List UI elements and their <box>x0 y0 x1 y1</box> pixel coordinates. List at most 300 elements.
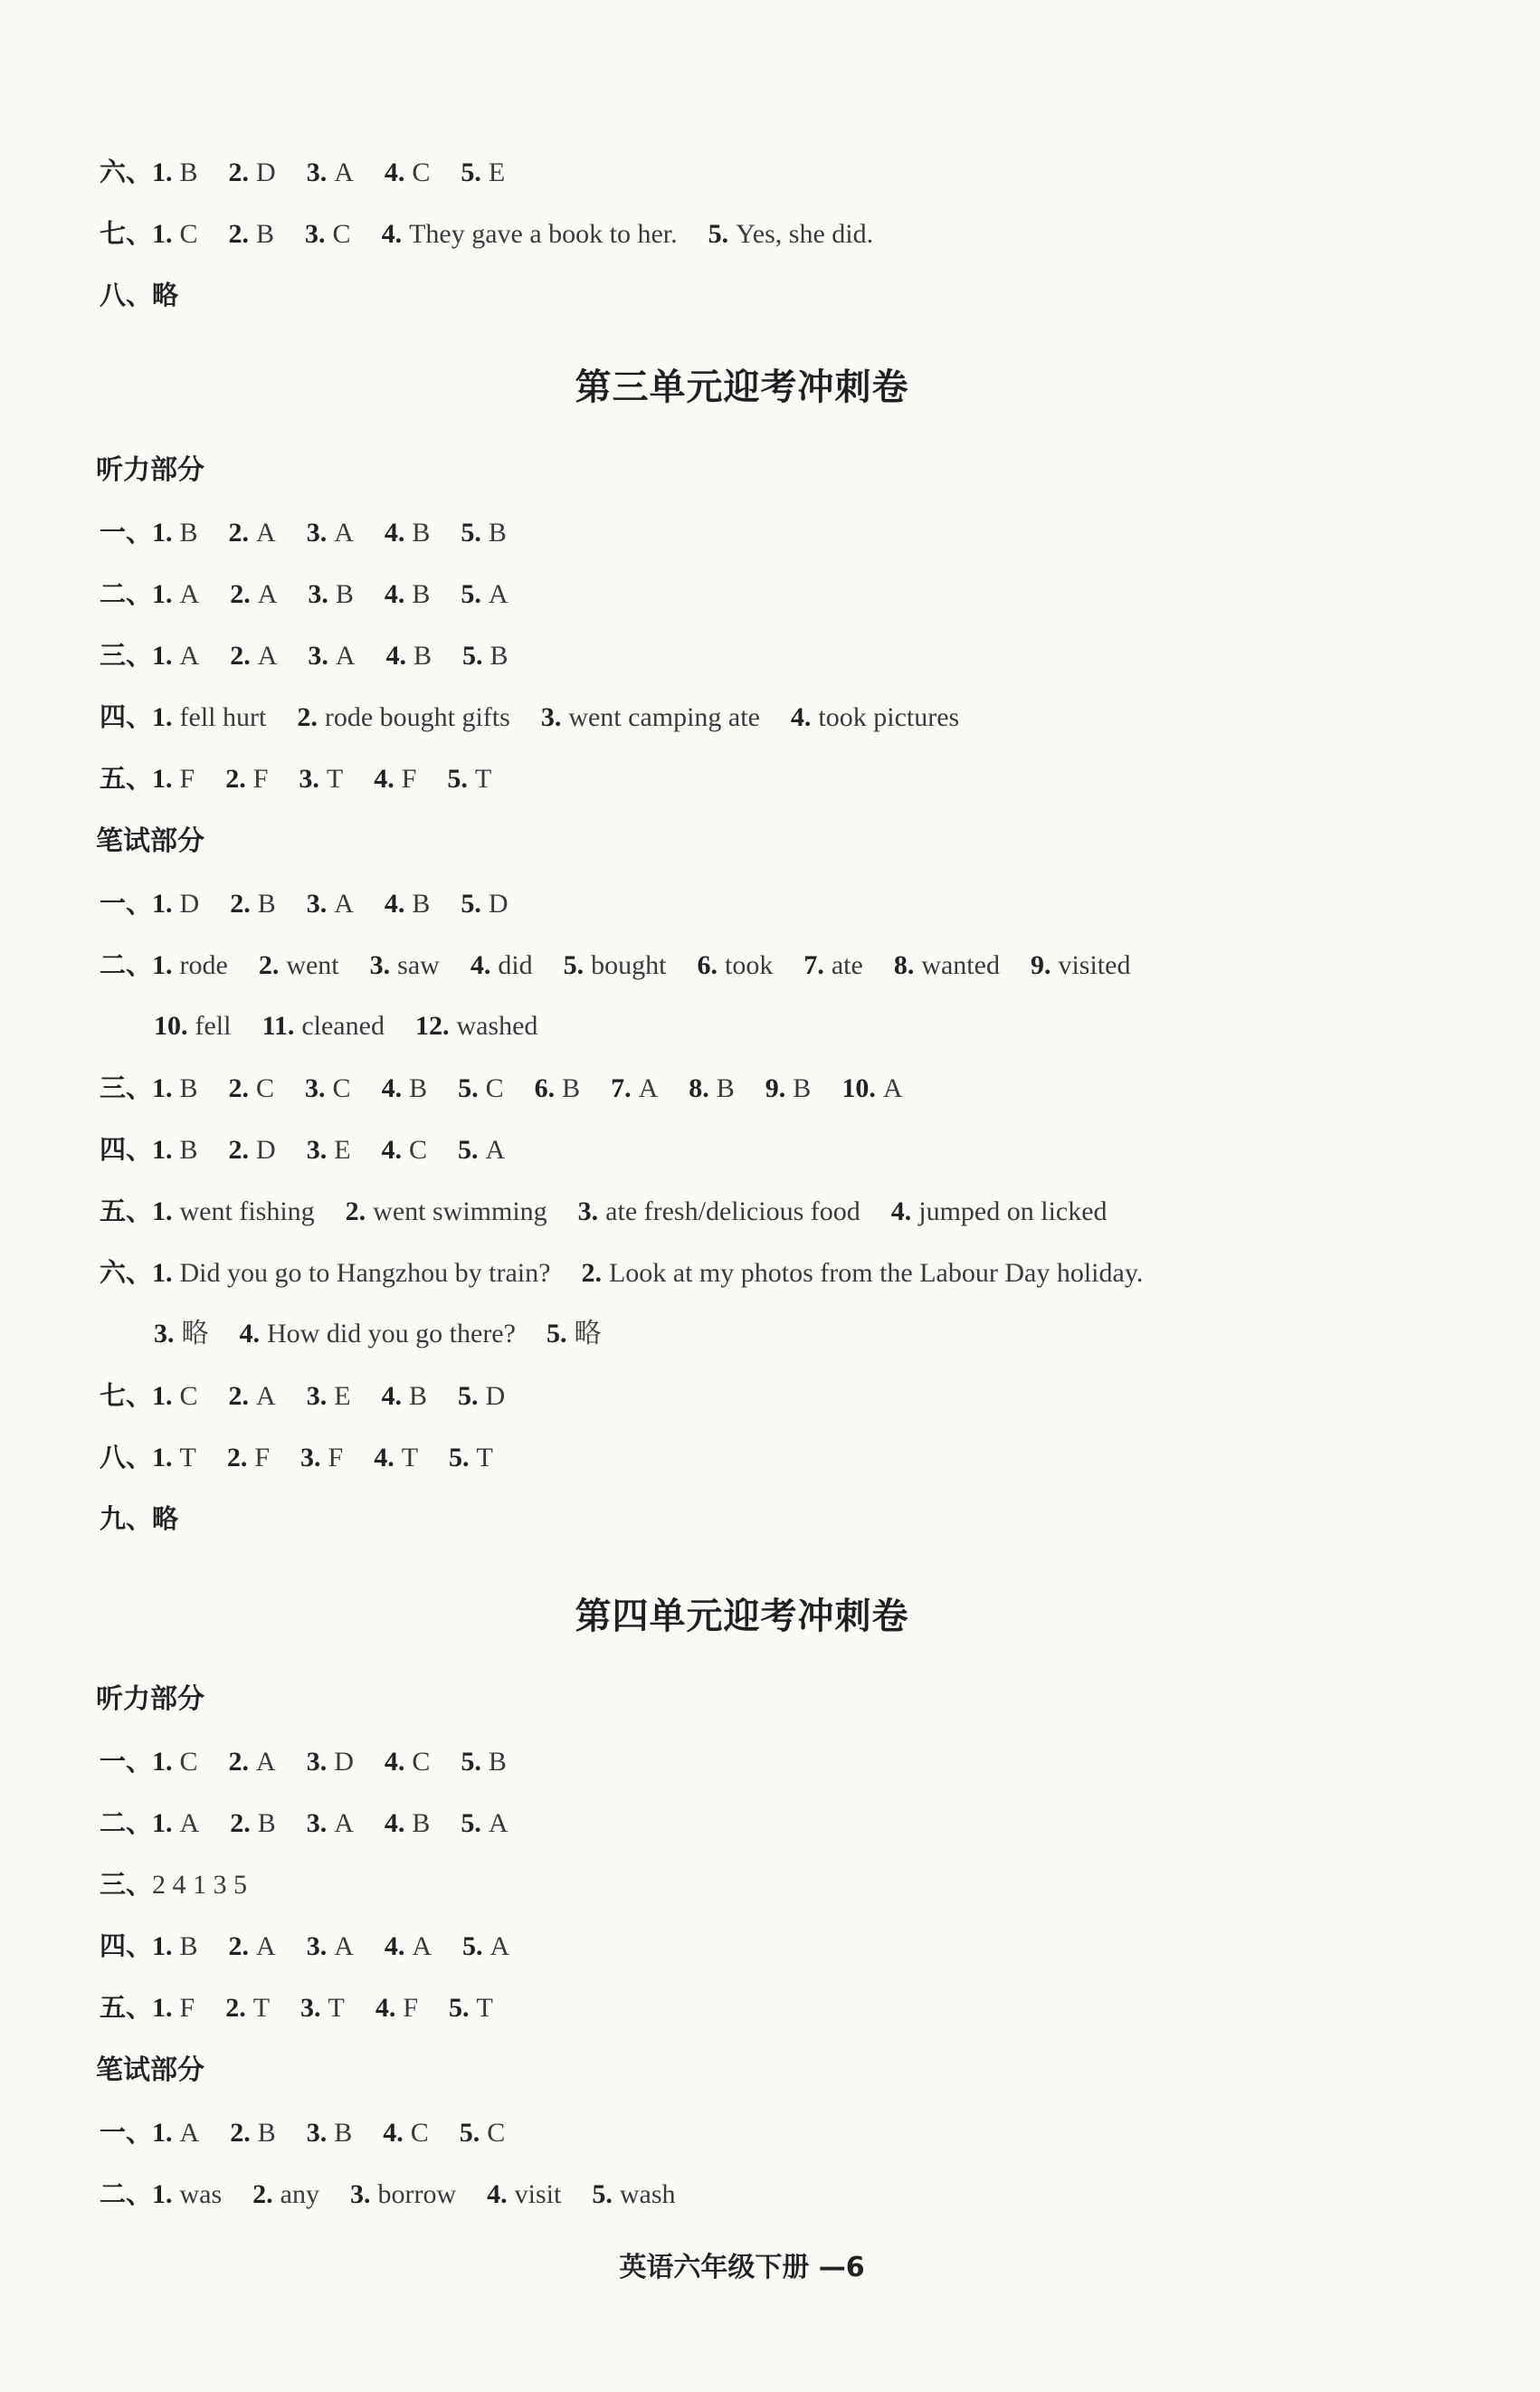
answer-row <box>100 576 539 613</box>
answer-text: C <box>332 1073 351 1103</box>
answer-item <box>152 1808 199 1838</box>
answer-item <box>152 219 198 249</box>
question-number: 3. <box>369 950 391 980</box>
answer-text: F <box>179 764 195 794</box>
answer-item <box>152 1443 196 1472</box>
section-label: 七、 <box>100 218 153 249</box>
question-number: 5. <box>461 579 481 609</box>
question-number: 1. <box>152 764 173 794</box>
answer-item <box>229 518 276 548</box>
answer-item <box>261 1011 384 1041</box>
answer-text: any <box>280 2179 319 2209</box>
question-number: 9. <box>1030 950 1051 980</box>
answer-item <box>383 2118 429 2148</box>
question-number: 5. <box>708 219 729 249</box>
answer-item <box>252 2179 319 2209</box>
answer-text: wash <box>619 2179 676 2209</box>
answer-item <box>541 702 760 732</box>
question-number: 3. <box>308 579 328 609</box>
answer-item <box>152 1870 247 1900</box>
question-number: 2. <box>228 219 250 249</box>
answer-item <box>152 1993 195 2023</box>
answer-text: A <box>256 518 276 548</box>
section-label: 五、 <box>100 1992 153 2023</box>
question-number: 5. <box>546 1319 567 1348</box>
answer-text: A <box>334 518 354 548</box>
answer-item <box>841 1073 902 1103</box>
answer-row <box>100 1377 536 1415</box>
answer-item <box>461 889 508 919</box>
answer-text: A <box>256 1381 276 1411</box>
question-number: 4. <box>384 1747 405 1777</box>
answer-row <box>100 699 990 736</box>
section-label: 八、 <box>100 1442 153 1472</box>
answer-item <box>385 1808 431 1838</box>
answer-text: D <box>256 1135 276 1165</box>
answer-row <box>100 1989 524 2026</box>
answer-item <box>471 950 533 980</box>
answer-item <box>307 1808 354 1838</box>
question-number: 1. <box>152 1258 173 1288</box>
answer-row <box>100 1439 524 1476</box>
question-number: 2. <box>230 2118 251 2148</box>
question-number: 5. <box>461 1747 481 1777</box>
answer-item <box>689 1073 735 1103</box>
section-label: 六、 <box>100 157 153 187</box>
answer-text: A <box>485 1135 506 1165</box>
section-label: 六、 <box>100 1257 153 1288</box>
answer-item <box>449 1993 493 2023</box>
question-number: 3. <box>306 157 328 187</box>
answer-row <box>100 1928 540 1965</box>
answer-text: D <box>256 157 276 187</box>
answer-item <box>374 764 416 794</box>
question-number: 2. <box>230 641 251 671</box>
question-number: 5. <box>458 1135 479 1165</box>
answer-text: ate fresh/delicious food <box>605 1196 860 1226</box>
answer-item <box>297 702 509 732</box>
question-number: 4. <box>384 889 405 919</box>
answer-item <box>225 1993 270 2023</box>
answer-text: F <box>179 1993 195 2023</box>
answer-item <box>229 1073 275 1103</box>
answer-item <box>385 889 431 919</box>
answer-text: A <box>412 1931 433 1961</box>
answer-item <box>259 950 339 980</box>
answer-row <box>100 885 539 922</box>
answer-text: C <box>410 2118 429 2148</box>
answer-row <box>154 1316 632 1352</box>
answer-text: wanted <box>921 950 1000 980</box>
answer-item <box>382 1381 428 1411</box>
answer-text: C <box>256 1073 275 1103</box>
answer-text: fell <box>195 1011 232 1041</box>
section-label: 二、 <box>100 578 153 609</box>
answer-text: A <box>334 157 354 187</box>
question-number: 4. <box>381 219 403 249</box>
answer-item <box>698 950 774 980</box>
question-number: 1. <box>152 1073 173 1103</box>
answer-text: T <box>476 1443 493 1472</box>
question-number: 4. <box>381 1073 403 1103</box>
answer-item <box>462 641 509 671</box>
answer-item <box>385 1747 431 1777</box>
answer-item <box>307 157 354 187</box>
answer-item <box>382 1135 428 1165</box>
answer-item <box>152 157 198 187</box>
question-number: 5. <box>592 2179 613 2209</box>
answer-text: C <box>412 1747 431 1777</box>
answer-item <box>229 219 275 249</box>
answer-text: A <box>335 641 356 671</box>
answer-item <box>152 579 199 609</box>
unit3-listening-heading: 听力部分 <box>96 454 204 486</box>
answer-text: went <box>286 950 339 980</box>
answer-text: C <box>487 2118 506 2148</box>
answer-item <box>385 1931 432 1961</box>
answer-text: A <box>488 1808 509 1838</box>
answer-item <box>1031 950 1131 980</box>
question-number: 2. <box>228 518 250 548</box>
answer-item <box>305 1073 351 1103</box>
answer-text: A <box>334 1808 354 1838</box>
question-number: 4. <box>470 950 491 980</box>
answer-item <box>229 1931 276 1961</box>
answer-text: A <box>257 579 278 609</box>
answer-text: A <box>334 1931 354 1961</box>
answer-item <box>564 950 667 980</box>
question-number: 2. <box>225 764 246 794</box>
answer-row <box>100 1193 1138 1230</box>
question-number: 6. <box>697 950 718 980</box>
answer-text: B <box>412 889 431 919</box>
question-number: 4. <box>790 702 812 732</box>
answer-text: A <box>882 1073 903 1103</box>
answer-item <box>152 2179 222 2209</box>
answer-item <box>152 764 195 794</box>
section-label: 五、 <box>100 763 153 794</box>
answer-item <box>152 1135 198 1165</box>
answer-text: C <box>412 157 431 187</box>
answer-text: went fishing <box>179 1196 315 1226</box>
question-number: 5. <box>461 157 481 187</box>
answer-text: D <box>488 889 509 919</box>
answer-text: T <box>179 1443 196 1472</box>
question-number: 2. <box>228 1135 250 1165</box>
answer-text: T <box>401 1443 419 1472</box>
answer-text: A <box>256 1747 276 1777</box>
answer-item <box>152 1381 198 1411</box>
answer-item <box>307 518 354 548</box>
answer-row <box>100 514 537 551</box>
answer-row <box>100 1805 539 1842</box>
answer-item <box>229 1135 276 1165</box>
question-number: 3. <box>350 2179 371 2209</box>
answer-text: Did you go to Hangzhou by train? <box>179 1258 551 1288</box>
answer-item <box>152 1747 198 1777</box>
answer-text: rode <box>179 950 228 980</box>
answer-text: A <box>179 1808 200 1838</box>
answer-text: went camping ate <box>568 702 760 732</box>
answer-row <box>100 1070 933 1107</box>
answer-item <box>300 1443 343 1472</box>
answer-text: Look at my photos from the Labour Day holiday. <box>608 1258 1144 1288</box>
answer-item <box>611 1073 658 1103</box>
answer-text: They gave a book to her. <box>409 219 678 249</box>
answer-text: bought <box>591 950 667 980</box>
answer-item <box>458 1073 504 1103</box>
question-number: 3. <box>305 219 326 249</box>
answer-item <box>300 1993 345 2023</box>
question-number: 2. <box>258 950 280 980</box>
question-number: 3. <box>300 1443 321 1472</box>
question-number: 11. <box>261 1011 295 1041</box>
answer-text: A <box>257 641 278 671</box>
answer-text: F <box>252 764 269 794</box>
answer-text: 略 <box>181 1319 209 1348</box>
answer-text: B <box>412 579 431 609</box>
answer-text: A <box>334 889 354 919</box>
question-number: 3. <box>306 2118 328 2148</box>
answer-text: B <box>256 219 275 249</box>
answer-text: A <box>179 579 200 609</box>
answer-item <box>307 1931 354 1961</box>
question-number: 3. <box>306 1747 328 1777</box>
answer-item <box>458 1135 505 1165</box>
answer-item <box>578 1196 860 1226</box>
answer-item <box>152 518 198 548</box>
answer-item <box>461 1808 508 1838</box>
question-number: 5. <box>461 518 481 548</box>
question-number: 3. <box>306 1135 328 1165</box>
answer-item <box>547 1319 602 1348</box>
answer-item <box>461 518 507 548</box>
section-label: 三、 <box>100 640 153 671</box>
answer-row <box>100 154 536 191</box>
answer-text: B <box>335 579 354 609</box>
answer-item <box>385 518 431 548</box>
question-number: 4. <box>375 1993 396 2023</box>
question-number: 3. <box>299 764 319 794</box>
question-number: 1. <box>152 2118 173 2148</box>
section-label: 五、 <box>100 1196 153 1226</box>
answer-item <box>375 1993 418 2023</box>
answer-text: C <box>179 1747 198 1777</box>
question-number: 2. <box>345 1196 366 1226</box>
question-number: 9. <box>765 1073 786 1103</box>
section-label: 四、 <box>100 1930 153 1961</box>
question-number: 3. <box>306 889 328 919</box>
unit4-listening-heading: 听力部分 <box>96 1683 204 1715</box>
answer-item <box>152 889 199 919</box>
answer-item <box>152 2118 199 2148</box>
page-footer: 英语六年级下册 —6 <box>619 2252 865 2283</box>
answer-text: E <box>334 1381 351 1411</box>
question-number: 1. <box>152 702 173 732</box>
answer-text: B <box>793 1073 812 1103</box>
unit4-written-heading: 笔试部分 <box>96 2054 204 2086</box>
answer-item <box>581 1258 1143 1288</box>
question-number: 1. <box>152 1931 173 1961</box>
question-number: 1. <box>152 889 173 919</box>
answer-item <box>382 219 678 249</box>
question-number: 4. <box>381 1381 403 1411</box>
section-label: 一、 <box>100 517 153 548</box>
answer-item <box>791 702 959 732</box>
section-label: 八、略 <box>100 280 179 310</box>
answer-text: T <box>476 1993 493 2023</box>
answer-text: B <box>414 641 433 671</box>
section-label: 三、 <box>100 1072 153 1103</box>
question-number: 2. <box>225 1993 246 2023</box>
answer-item <box>415 1011 537 1041</box>
question-number: 5. <box>462 1931 483 1961</box>
answer-text: C <box>179 1381 198 1411</box>
answer-text: T <box>252 1993 271 2023</box>
answer-item <box>385 157 431 187</box>
question-number: 4. <box>384 1808 405 1838</box>
answer-text: took pictures <box>818 702 960 732</box>
question-number: 4. <box>385 641 407 671</box>
answer-item <box>230 889 276 919</box>
answer-item <box>535 1073 581 1103</box>
answer-text: B <box>412 518 431 548</box>
answer-item <box>765 1073 812 1103</box>
answer-text: E <box>488 157 506 187</box>
answer-item <box>230 579 277 609</box>
answer-text: A <box>179 2118 200 2148</box>
answer-text: B <box>179 1073 198 1103</box>
question-number: 5. <box>563 950 585 980</box>
answer-text: B <box>179 518 198 548</box>
answer-text: took <box>725 950 774 980</box>
question-number: 4. <box>384 1931 405 1961</box>
question-number: 4. <box>890 1196 912 1226</box>
question-number: 7. <box>611 1073 632 1103</box>
answer-text: C <box>332 219 351 249</box>
question-number: 5. <box>449 1993 470 2023</box>
answer-item <box>461 157 505 187</box>
answer-text: was <box>179 2179 223 2209</box>
answer-item <box>382 1073 428 1103</box>
answer-item <box>894 950 1000 980</box>
answer-text: F <box>403 1993 419 2023</box>
answer-row <box>100 1501 178 1538</box>
unit3-written-heading: 笔试部分 <box>96 825 204 857</box>
question-number: 1. <box>152 1381 173 1411</box>
answer-text: jumped on licked <box>918 1196 1107 1226</box>
question-number: 4. <box>383 2118 404 2148</box>
section-label: 一、 <box>100 1746 153 1777</box>
section-label: 一、 <box>100 888 153 919</box>
answer-text: 略 <box>574 1319 602 1348</box>
answer-row <box>100 1866 278 1903</box>
answer-text: F <box>254 1443 271 1472</box>
answer-row <box>100 1254 1174 1291</box>
answer-item <box>154 1319 209 1348</box>
question-number: 4. <box>384 157 405 187</box>
answer-row <box>100 637 539 674</box>
section-label: 二、 <box>100 2178 153 2209</box>
question-number: 5. <box>449 1443 470 1472</box>
answer-row <box>100 947 1161 984</box>
question-number: 2. <box>228 1747 250 1777</box>
question-number: 2. <box>252 2179 273 2209</box>
answer-item <box>374 1443 418 1472</box>
question-number: 1. <box>152 1808 173 1838</box>
answer-text: T <box>474 764 492 794</box>
answer-text: B <box>257 1808 276 1838</box>
answer-text: A <box>638 1073 659 1103</box>
question-number: 5. <box>447 764 468 794</box>
answer-item <box>458 1381 505 1411</box>
answer-text: washed <box>456 1011 538 1041</box>
question-number: 6. <box>534 1073 556 1103</box>
answer-text: B <box>716 1073 735 1103</box>
question-number: 5. <box>462 641 483 671</box>
question-number: 3. <box>308 641 328 671</box>
section-label: 七、 <box>100 1380 153 1411</box>
question-number: 2. <box>228 1931 250 1961</box>
question-number: 2. <box>226 1443 248 1472</box>
answer-item <box>386 641 433 671</box>
answer-text: T <box>328 1993 345 2023</box>
answer-text: A <box>179 641 200 671</box>
question-number: 2. <box>230 889 251 919</box>
answer-text: A <box>256 1931 276 1961</box>
answer-item <box>230 1808 276 1838</box>
answer-item <box>385 579 431 609</box>
answer-item <box>370 950 440 980</box>
answer-row <box>100 1743 537 1780</box>
answer-item <box>307 1135 351 1165</box>
question-number: 1. <box>152 641 173 671</box>
answer-text: went swimming <box>373 1196 547 1226</box>
answer-text: C <box>485 1073 504 1103</box>
answer-text: rode bought gifts <box>324 702 510 732</box>
answer-text: B <box>179 1931 198 1961</box>
question-number: 4. <box>487 2179 508 2209</box>
answer-text: A <box>488 579 509 609</box>
question-number: 5. <box>461 889 481 919</box>
answer-text: did <box>498 950 533 980</box>
question-number: 1. <box>152 1196 173 1226</box>
section-label: 一、 <box>100 2117 153 2148</box>
answer-text: F <box>401 764 417 794</box>
answer-item <box>708 219 873 249</box>
answer-item <box>487 2179 561 2209</box>
question-number: 4. <box>239 1319 260 1348</box>
answer-item <box>154 1011 231 1041</box>
question-number: 2. <box>228 1381 250 1411</box>
question-number: 3. <box>540 702 562 732</box>
answer-text: T <box>326 764 344 794</box>
answer-item <box>307 1747 354 1777</box>
answer-row <box>100 277 178 314</box>
question-number: 12. <box>414 1011 450 1041</box>
answer-text: B <box>490 641 509 671</box>
section-label: 四、 <box>100 701 153 732</box>
question-number: 4. <box>384 579 405 609</box>
answer-item <box>350 2179 456 2209</box>
answer-item <box>152 950 228 980</box>
question-number: 2. <box>581 1258 602 1288</box>
question-number: 1. <box>152 1993 173 2023</box>
question-number: 1. <box>152 950 173 980</box>
answer-text: B <box>412 1808 431 1838</box>
answer-text: B <box>562 1073 581 1103</box>
section-label: 二、 <box>100 1807 153 1838</box>
